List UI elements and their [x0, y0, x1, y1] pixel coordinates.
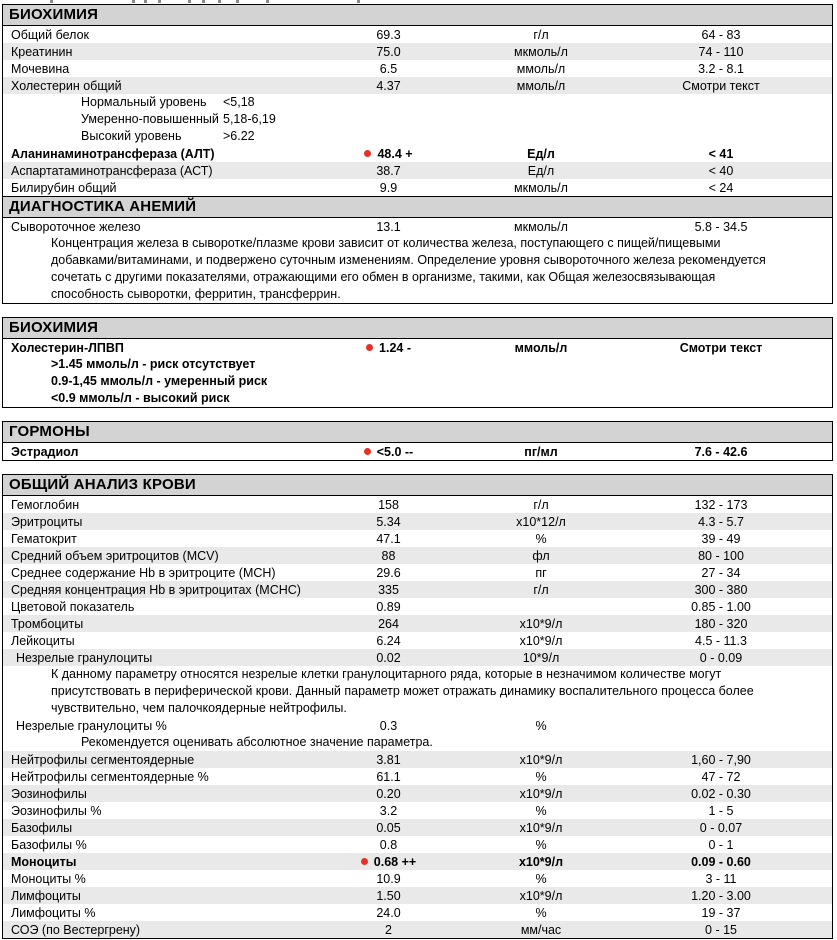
lab-row: [3, 43, 832, 60]
lab-row: [3, 179, 832, 196]
param-reference-range: 0.85 - 1.00: [691, 599, 751, 614]
param-value-text: 75.0: [376, 44, 401, 59]
param-value: [331, 181, 446, 195]
param-value: [331, 923, 446, 937]
threshold-row: [3, 94, 832, 111]
param-reference-range: 74 - 110: [698, 44, 744, 59]
param-value: [331, 651, 446, 665]
param-name: Аспартатаминотрансфераза (АСТ): [11, 163, 213, 178]
lab-table: [2, 317, 833, 408]
param-value: [331, 804, 446, 818]
param-value: [331, 79, 446, 93]
param-name: Эстрадиол: [11, 444, 79, 459]
param-value: [331, 583, 446, 597]
param-value-text: 29.6: [376, 565, 401, 580]
section-header: ДИАГНОСТИКА АНЕМИЙ: [3, 196, 832, 218]
lab-row: [3, 853, 832, 870]
lab-row: [3, 819, 832, 836]
section-header: БИОХИМИЯ: [3, 5, 832, 26]
comment-line: добавками/витаминами, и подвержено суточным изменениям. Определение уровня сывороточного железа рекомендуется: [51, 253, 766, 267]
param-reference-range: 180 - 320: [694, 616, 748, 631]
param-value: [331, 532, 446, 546]
param-name: Эозинофилы %: [11, 803, 102, 818]
param-reference-range: 1,60 - 7,90: [691, 752, 751, 767]
section-header: ОБЩИЙ АНАЛИЗ КРОВИ: [3, 475, 832, 496]
param-name: Эритроциты: [11, 514, 83, 529]
comment-line: Концентрация железа в сыворотке/плазме крови зависит от количества железа, поступающего с пищей/пищевыми: [51, 236, 721, 250]
param-unit: г/л: [533, 497, 549, 512]
lab-row: [3, 921, 832, 938]
param-unit: пг: [535, 565, 547, 580]
param-name: Мочевина: [11, 61, 70, 76]
param-value: [331, 600, 446, 614]
param-value: [331, 787, 446, 801]
param-value: [331, 62, 446, 76]
param-name: Моноциты %: [11, 871, 86, 886]
param-name: Незрелые гранулоциты %: [16, 718, 167, 733]
param-reference-range: 64 - 83: [701, 27, 741, 42]
param-reference-range: 0.02 - 0.30: [691, 786, 751, 801]
threshold-value: >6.22: [223, 129, 255, 143]
lab-row: [3, 564, 832, 581]
param-unit: 10*9/л: [522, 650, 560, 665]
param-value: [331, 341, 446, 355]
param-unit: х10*9/л: [519, 820, 563, 835]
param-reference-range: < 41: [708, 146, 734, 161]
param-reference-range: 0.09 - 0.60: [691, 854, 751, 869]
param-unit: мм/час: [520, 922, 562, 937]
param-value: [331, 753, 446, 767]
param-name: Сывороточное железо: [11, 219, 141, 234]
lab-report: [2, 4, 833, 939]
param-value-text: 0.05: [376, 820, 401, 835]
param-reference-range: < 24: [708, 180, 734, 195]
param-value-text: 2: [385, 922, 392, 937]
param-name: Креатинин: [11, 44, 73, 59]
param-value-text: 1.24 -: [379, 340, 411, 355]
lab-table: [2, 4, 833, 304]
param-name: Лейкоциты: [11, 633, 75, 648]
param-value: [331, 838, 446, 852]
param-value: [331, 872, 446, 886]
lab-row: [3, 615, 832, 632]
abnormal-flag-dot-icon: [366, 344, 373, 351]
param-value-text: 0.89: [376, 599, 401, 614]
param-unit: ммоль/л: [516, 61, 566, 76]
param-value: [331, 634, 446, 648]
param-value-text: 38.7: [376, 163, 401, 178]
param-value: [331, 855, 446, 869]
param-value-text: 4.37: [376, 78, 401, 93]
risk-threshold-row: >1.45 ммоль/л - риск отсутствует: [51, 357, 256, 371]
param-unit: х10*9/л: [519, 888, 563, 903]
lab-row: [3, 717, 832, 734]
section-header: БИОХИМИЯ: [3, 318, 832, 339]
param-unit: г/л: [533, 27, 549, 42]
param-name: Среднее содержание Hb в эритроците (MCH): [11, 565, 276, 580]
param-reference-range: 39 - 49: [701, 531, 741, 546]
param-reference-range: 3.2 - 8.1: [698, 61, 744, 76]
param-name: Лимфоциты %: [11, 905, 96, 920]
param-unit: мкмоль/л: [514, 180, 568, 195]
param-unit: %: [535, 871, 547, 886]
param-value-text: 24.0: [376, 905, 401, 920]
lab-row: [3, 751, 832, 768]
param-value-text: 264: [378, 616, 399, 631]
clipped-row-remnant: [2, 0, 833, 4]
param-value: [331, 906, 446, 920]
lab-row: [3, 870, 832, 887]
param-unit: х10*12/л: [516, 514, 566, 529]
param-value: [331, 617, 446, 631]
param-reference-range: 0 - 0.07: [699, 820, 743, 835]
lab-row: [3, 496, 832, 513]
param-unit: %: [535, 837, 547, 852]
param-value-text: 48.4 +: [377, 146, 413, 161]
comment-line: сочетать с другими показателями, отражающими его обмен в организме, такими, как Общая железосвязывающая: [51, 270, 716, 284]
lab-table: [2, 474, 833, 939]
param-value: [331, 889, 446, 903]
param-value-text: 61.1: [376, 769, 401, 784]
risk-threshold-row: <0.9 ммоль/л - высокий риск: [51, 391, 230, 405]
param-value-text: 13.1: [376, 219, 401, 234]
param-value: [331, 28, 446, 42]
lab-row: [3, 836, 832, 853]
lab-row: [3, 162, 832, 179]
threshold-label: Нормальный уровень: [81, 95, 207, 109]
param-value-text: 1.50: [376, 888, 401, 903]
param-unit: х10*9/л: [519, 786, 563, 801]
lab-row: [3, 802, 832, 819]
param-value: [331, 566, 446, 580]
lab-row: [3, 904, 832, 921]
param-reference-range: 4.5 - 11.3: [695, 633, 747, 648]
param-value: [331, 515, 446, 529]
param-value-text: 0.02: [376, 650, 401, 665]
lab-row: [3, 547, 832, 564]
param-unit: Ед/л: [527, 146, 555, 161]
param-name: Средний объем эритроцитов (MCV): [11, 548, 219, 563]
param-value-text: 3.2: [379, 803, 398, 818]
param-value: [331, 821, 446, 835]
threshold-value: <5,18: [223, 95, 255, 109]
param-value: [331, 445, 446, 459]
comment-text: [3, 666, 832, 717]
param-unit: %: [535, 905, 547, 920]
param-value-text: 47.1: [376, 531, 401, 546]
param-reference-range: 0 - 0.09: [699, 650, 743, 665]
param-reference-range: < 40: [708, 163, 734, 178]
param-reference-range: 19 - 37: [701, 905, 741, 920]
param-name: Тромбоциты: [11, 616, 84, 631]
param-reference-range: 300 - 380: [694, 582, 748, 597]
param-reference-range: 1 - 5: [708, 803, 734, 818]
param-reference-range: 132 - 173: [694, 497, 748, 512]
lab-row: [3, 513, 832, 530]
param-value-text: 335: [378, 582, 399, 597]
param-unit: ммоль/л: [514, 340, 568, 355]
comment-line: присутствовать в периферической крови. Данный параметр может отражать динамику воспалительного процесса более: [51, 684, 754, 698]
param-unit: мкмоль/л: [514, 44, 568, 59]
param-reference-range: 1.20 - 3.00: [691, 888, 751, 903]
param-value-text: 6.24: [376, 633, 401, 648]
param-unit: фл: [532, 548, 550, 563]
param-reference-range: Смотри текст: [679, 340, 763, 355]
comment-text: [3, 235, 832, 303]
param-value-text: 0.68 ++: [373, 854, 417, 869]
param-reference-range: 47 - 72: [701, 769, 741, 784]
param-name: Нейтрофилы сегментоядерные %: [11, 769, 209, 784]
param-reference-range: 80 - 100: [698, 548, 744, 563]
param-unit: х10*9/л: [518, 854, 564, 869]
param-value: [331, 164, 446, 178]
lab-row: [3, 218, 832, 235]
param-unit: х10*9/л: [519, 633, 563, 648]
param-value-text: <5.0 --: [376, 444, 414, 459]
param-value: [331, 45, 446, 59]
param-name: Базофилы %: [11, 837, 87, 852]
param-unit: мкмоль/л: [514, 219, 568, 234]
comment-text: [3, 734, 832, 751]
threshold-label: Умеренно-повышенный: [81, 112, 219, 126]
param-reference-range: 3 - 11: [705, 871, 737, 886]
param-unit: %: [535, 769, 547, 784]
lab-row: [3, 60, 832, 77]
param-name: Холестерин общий: [11, 78, 122, 93]
lab-row: [3, 443, 832, 460]
param-unit: х10*9/л: [519, 752, 563, 767]
threshold-value: 5,18-6,19: [223, 112, 276, 126]
param-value-text: 0.20: [376, 786, 401, 801]
lab-row: [3, 530, 832, 547]
param-value: [331, 220, 446, 234]
lab-row: [3, 632, 832, 649]
lab-row: [3, 339, 832, 356]
param-name: Незрелые гранулоциты: [16, 650, 153, 665]
param-value: [331, 147, 446, 161]
param-value-text: 3.81: [376, 752, 401, 767]
param-reference-range: 0 - 15: [705, 922, 737, 937]
param-reference-range: 4.3 - 5.7: [698, 514, 744, 529]
comment-line: чувствительно, чем палочкоядерные нейтрофилы.: [51, 701, 347, 715]
comment-line: Рекомендуется оценивать абсолютное значение параметра.: [81, 735, 433, 749]
param-name: Холестерин-ЛПВП: [11, 340, 124, 355]
param-value: [331, 498, 446, 512]
param-reference-range: Смотри текст: [682, 78, 760, 93]
param-unit: г/л: [533, 582, 549, 597]
param-value-text: 158: [378, 497, 399, 512]
param-unit: %: [535, 531, 547, 546]
param-name: Гематокрит: [11, 531, 77, 546]
param-unit: Ед/л: [527, 163, 555, 178]
abnormal-flag-dot-icon: [361, 858, 368, 865]
threshold-row: [3, 111, 832, 128]
lab-row: [3, 887, 832, 904]
param-value: [331, 770, 446, 784]
abnormal-flag-dot-icon: [364, 448, 371, 455]
param-name: Базофилы: [11, 820, 73, 835]
param-reference-range: 5.8 - 34.5: [694, 219, 748, 234]
param-unit: пг/мл: [524, 444, 558, 459]
param-unit: %: [535, 718, 547, 733]
param-reference-range: 27 - 34: [701, 565, 741, 580]
lab-row: [3, 581, 832, 598]
lab-table: [2, 421, 833, 461]
comment-line: К данному параметру относятся незрелые клетки гранулоцитарного ряда, которые в незначимом количестве могут: [51, 667, 722, 681]
lab-row: [3, 598, 832, 615]
param-value-text: 0.8: [379, 837, 398, 852]
lab-row: [3, 77, 832, 94]
param-value-text: 6.5: [379, 61, 398, 76]
lab-row: [3, 26, 832, 43]
param-value-text: 5.34: [376, 514, 401, 529]
param-value-text: 88: [381, 548, 396, 563]
section-header: ГОРМОНЫ: [3, 422, 832, 443]
lab-row: [3, 768, 832, 785]
param-value: [331, 719, 446, 733]
lab-row: [3, 649, 832, 666]
param-value-text: 9.9: [379, 180, 398, 195]
param-value: [331, 549, 446, 563]
param-name: Средняя концентрация Hb в эритроцитах (MCHC): [11, 582, 301, 597]
threshold-row: [3, 128, 832, 145]
param-name: Общий белок: [11, 27, 90, 42]
param-name: СОЭ (по Вестергрену): [11, 922, 141, 937]
param-name: Эозинофилы: [11, 786, 87, 801]
param-name: Цветовой показатель: [11, 599, 135, 614]
param-unit: ммоль/л: [516, 78, 566, 93]
param-name: Лимфоциты: [11, 888, 81, 903]
param-name: Гемоглобин: [11, 497, 80, 512]
lab-row: [3, 145, 832, 162]
param-value-text: 10.9: [376, 871, 401, 886]
param-name: Нейтрофилы сегментоядерные: [11, 752, 195, 767]
param-name: Билирубин общий: [11, 180, 117, 195]
param-reference-range: 0 - 1: [708, 837, 734, 852]
threshold-label: Высокий уровень: [81, 129, 182, 143]
param-name: Аланинаминотрансфераза (АЛТ): [11, 146, 215, 161]
comment-line: способность сыворотки, ферритин, трансферрин.: [51, 287, 341, 301]
param-name: Моноциты: [11, 854, 77, 869]
param-value-text: 69.3: [376, 27, 401, 42]
param-value-text: 0.3: [379, 718, 398, 733]
risk-threshold-row: 0.9-1,45 ммоль/л - умеренный риск: [51, 374, 268, 388]
abnormal-flag-dot-icon: [364, 150, 371, 157]
param-reference-range: 7.6 - 42.6: [694, 444, 748, 459]
lab-row: [3, 785, 832, 802]
param-unit: х10*9/л: [519, 616, 563, 631]
param-unit: %: [535, 803, 547, 818]
